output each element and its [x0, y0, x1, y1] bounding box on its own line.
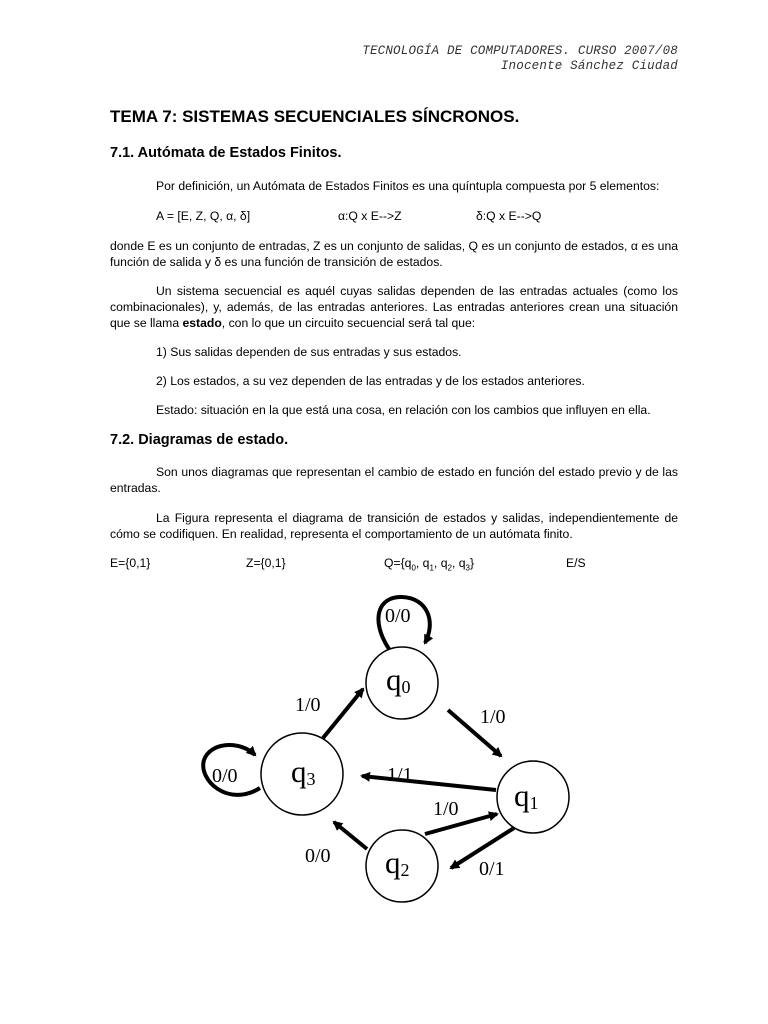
transition-q3-q0: [323, 689, 363, 738]
set-states-sep-3: , q: [451, 556, 466, 570]
state-q2-label: q2: [385, 845, 410, 880]
transition-label-q0-q0: 0/0: [385, 605, 411, 627]
state-q3-label: q3: [291, 754, 316, 789]
list-item-2: 2) Los estados, a su vez dependen de las entradas y de los estados anteriores.: [156, 374, 585, 388]
paragraph-sequential-bold: estado: [182, 316, 222, 330]
set-outputs: Z={0,1}: [246, 556, 286, 570]
state-q0-label: q0: [386, 662, 411, 697]
state-q1-label: q1: [514, 778, 539, 813]
set-states-sub-1: 1: [429, 563, 434, 573]
set-states-sep-1: , q: [415, 556, 430, 570]
section-2-heading: 7.2. Diagramas de estado.: [110, 432, 289, 448]
transition-label-q0-q1: 1/0: [480, 706, 506, 728]
paragraph-diagrams: Son unos diagramas que representan el cambio de estado en función del estado previo y de las entradas.: [110, 465, 678, 495]
set-states-sub-2: 2: [447, 563, 452, 573]
paragraph-figure: La Figura representa el diagrama de transición de estados y salidas, independientemente de cómo se codifiquen. En realidad, representa el comportamiento de un autómata finito.: [110, 511, 678, 541]
paragraph-sequential-text: Un sistema secuencial es aquél cuyas salidas dependen de las entradas actuales (como los combinacionales), y, además, de las entradas anteriores. Las entradas anteriores crean una situación que se llama: [110, 284, 678, 330]
course-header: TECNOLOGÍA DE COMPUTADORES. CURSO 2007/08: [362, 44, 678, 58]
transition-label-q2-q3: 0/0: [305, 845, 331, 867]
paragraph-where: donde E es un conjunto de entradas, Z es un conjunto de salidas, Q es un conjunto de estados, α es una función de salida y δ es una función de transición de estados.: [110, 239, 678, 269]
set-states-sep-2: , q: [433, 556, 448, 570]
transition-label-q2-q1: 1/0: [433, 798, 459, 820]
author-header: Inocente Sánchez Ciudad: [500, 59, 678, 73]
formula-output-function: α:Q x E-->Z: [338, 209, 402, 223]
list-item-1: 1) Sus salidas dependen de sus entradas y sus estados.: [156, 345, 462, 359]
set-states-sub-3: 3: [465, 563, 470, 573]
transition-label-q1-q3: 1/1: [387, 764, 413, 786]
set-states-sub-0: 0: [411, 563, 416, 573]
formula-automaton: A = [E, Z, Q, α, δ]: [156, 209, 251, 223]
transition-label-q3-q3: 0/0: [212, 765, 238, 787]
transition-label-q3-q0: 1/0: [295, 694, 321, 716]
es-legend: E/S: [566, 556, 586, 570]
transition-label-q1-q2: 0/1: [479, 858, 505, 880]
definition-intro: Por definición, un Autómata de Estados Finitos es una quíntupla compuesta por 5 elementos:: [156, 179, 660, 193]
page-title: TEMA 7: SISTEMAS SECUENCIALES SÍNCRONOS.: [110, 107, 520, 126]
set-states-suffix: }: [469, 556, 475, 570]
set-inputs: E={0,1}: [110, 556, 151, 570]
paragraph-sequential-end: , con lo que un circuito secuencial será tal que:: [221, 316, 476, 330]
transition-q1-q3: [362, 776, 496, 790]
set-states-prefix: Q={q: [384, 556, 412, 570]
section-1-heading: 7.1. Autómata de Estados Finitos.: [110, 145, 342, 161]
transition-q2-q3: [334, 822, 367, 849]
formula-transition-function: δ:Q x E-->Q: [476, 209, 542, 223]
estado-definition: Estado: situación en la que está una cosa, en relación con los cambios que influyen en ella.: [156, 403, 651, 417]
